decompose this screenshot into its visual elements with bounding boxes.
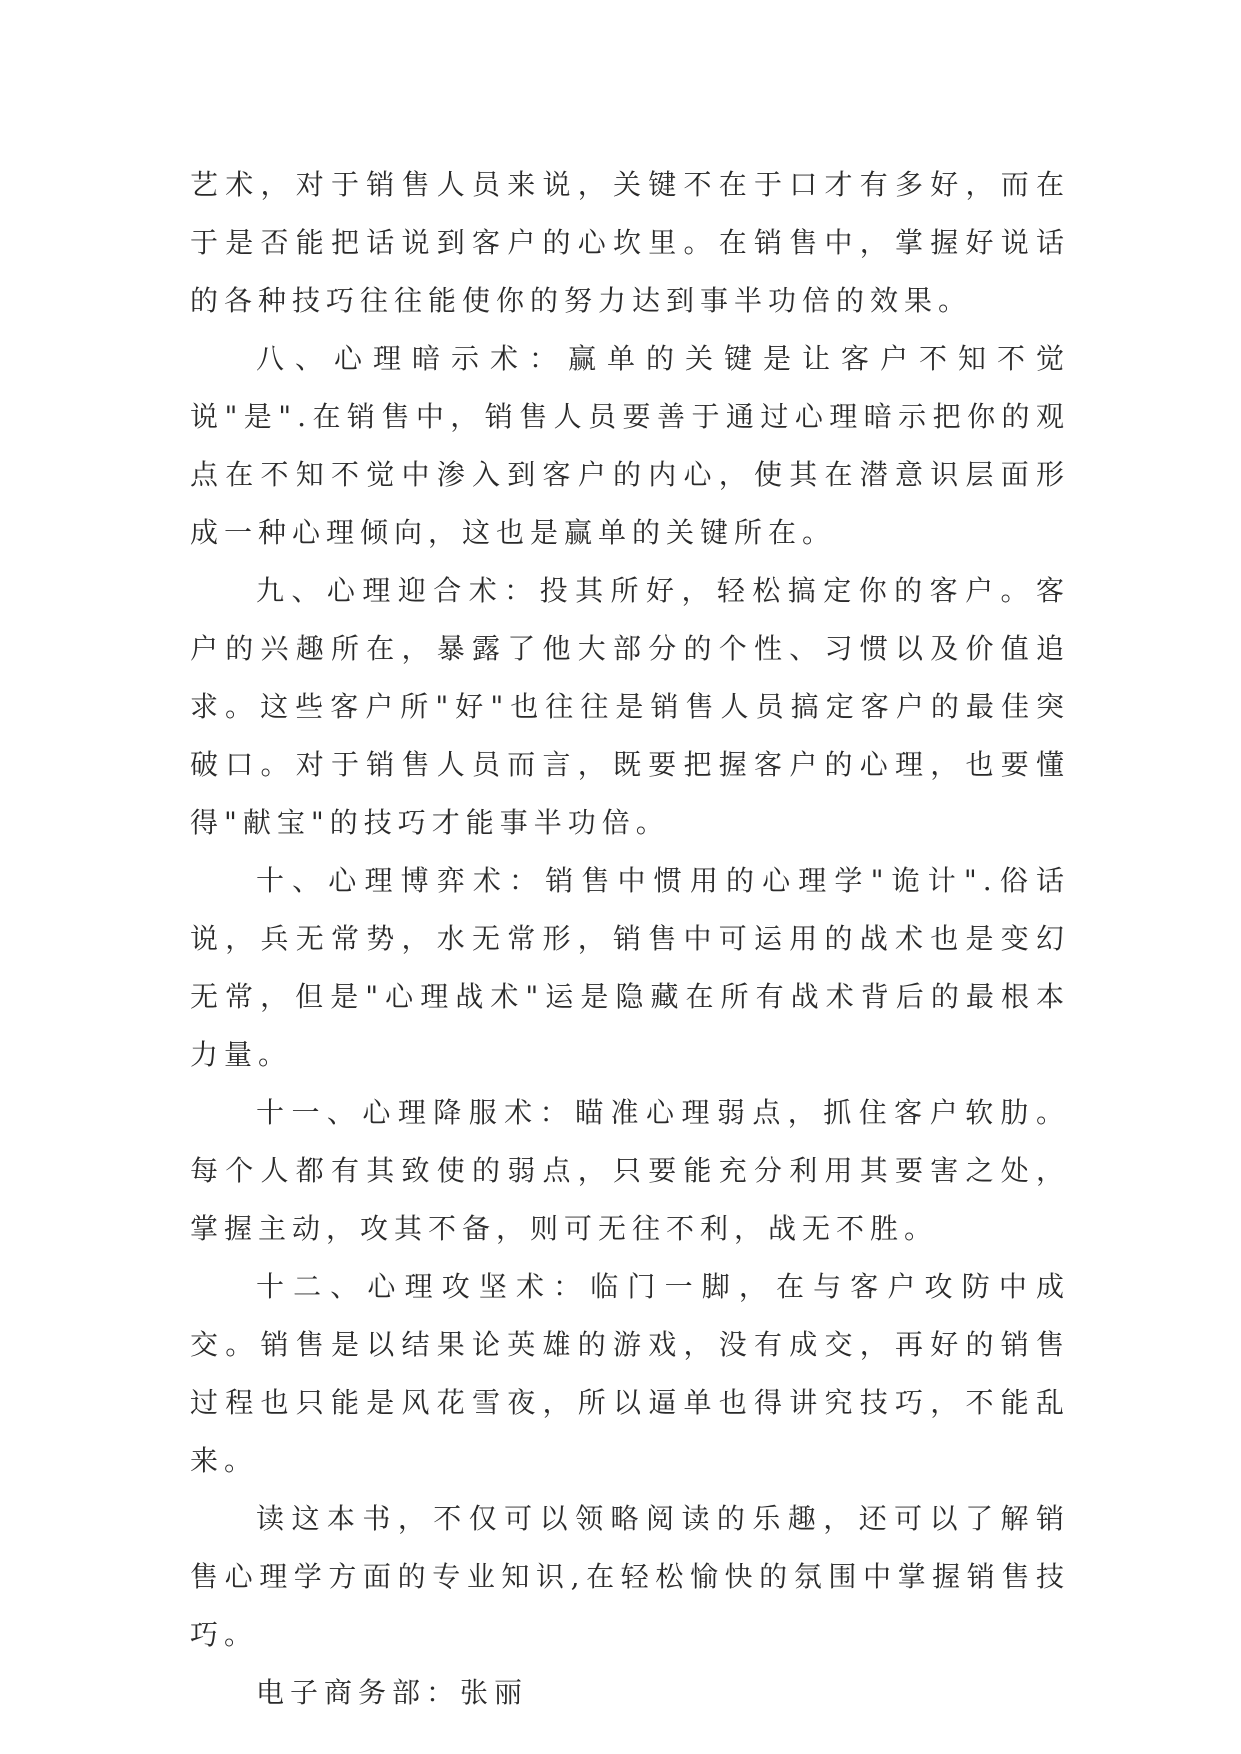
paragraph-conclusion: 读这本书，不仅可以领略阅读的乐趣，还可以了解销售心理学方面的专业知识,在轻松愉快的氛围中掌握销售技巧。	[190, 1502, 1070, 1651]
paragraph-item-12: 十二、心理攻坚术：临门一脚，在与客户攻防中成交。销售是以结果论英雄的游戏，没有成交，再好的销售过程也只能是风花雪夜，所以逼单也得讲究技巧，不能乱来。	[190, 1270, 1070, 1477]
paragraph-item-10: 十、心理博弈术：销售中惯用的心理学"诡计".俗话说，兵无常势，水无常形，销售中可运用的战术也是变幻无常，但是"心理战术"运是隐藏在所有战术背后的最根本力量。	[190, 864, 1070, 1071]
paragraph-continuation: 艺术，对于销售人员来说，关键不在于口才有多好，而在于是否能把话说到客户的心坎里。在销售中，掌握好说话的各种技巧往往能使你的努力达到事半功倍的效果。	[190, 168, 1070, 317]
document-body	[190, 156, 1070, 1722]
paragraph-item-9: 九、心理迎合术：投其所好，轻松搞定你的客户。客户的兴趣所在，暴露了他大部分的个性、习惯以及价值追求。这些客户所"好"也往往是销售人员搞定客户的最佳突破口。对于销售人员而言，既要把握客户的心理，也要懂得"献宝"的技巧才能事半功倍。	[190, 574, 1070, 839]
paragraph-item-8: 八、心理暗示术：赢单的关键是让客户不知不觉说"是".在销售中，销售人员要善于通过心理暗示把你的观点在不知不觉中渗入到客户的内心，使其在潜意识层面形成一种心理倾向，这也是赢单的关键所在。	[190, 342, 1070, 549]
author-signature: 电子商务部：张丽	[256, 1676, 529, 1709]
paragraph-item-11: 十一、心理降服术：瞄准心理弱点，抓住客户软肋。每个人都有其致使的弱点，只要能充分利用其要害之处，掌握主动，攻其不备，则可无往不利，战无不胜。	[190, 1096, 1070, 1245]
